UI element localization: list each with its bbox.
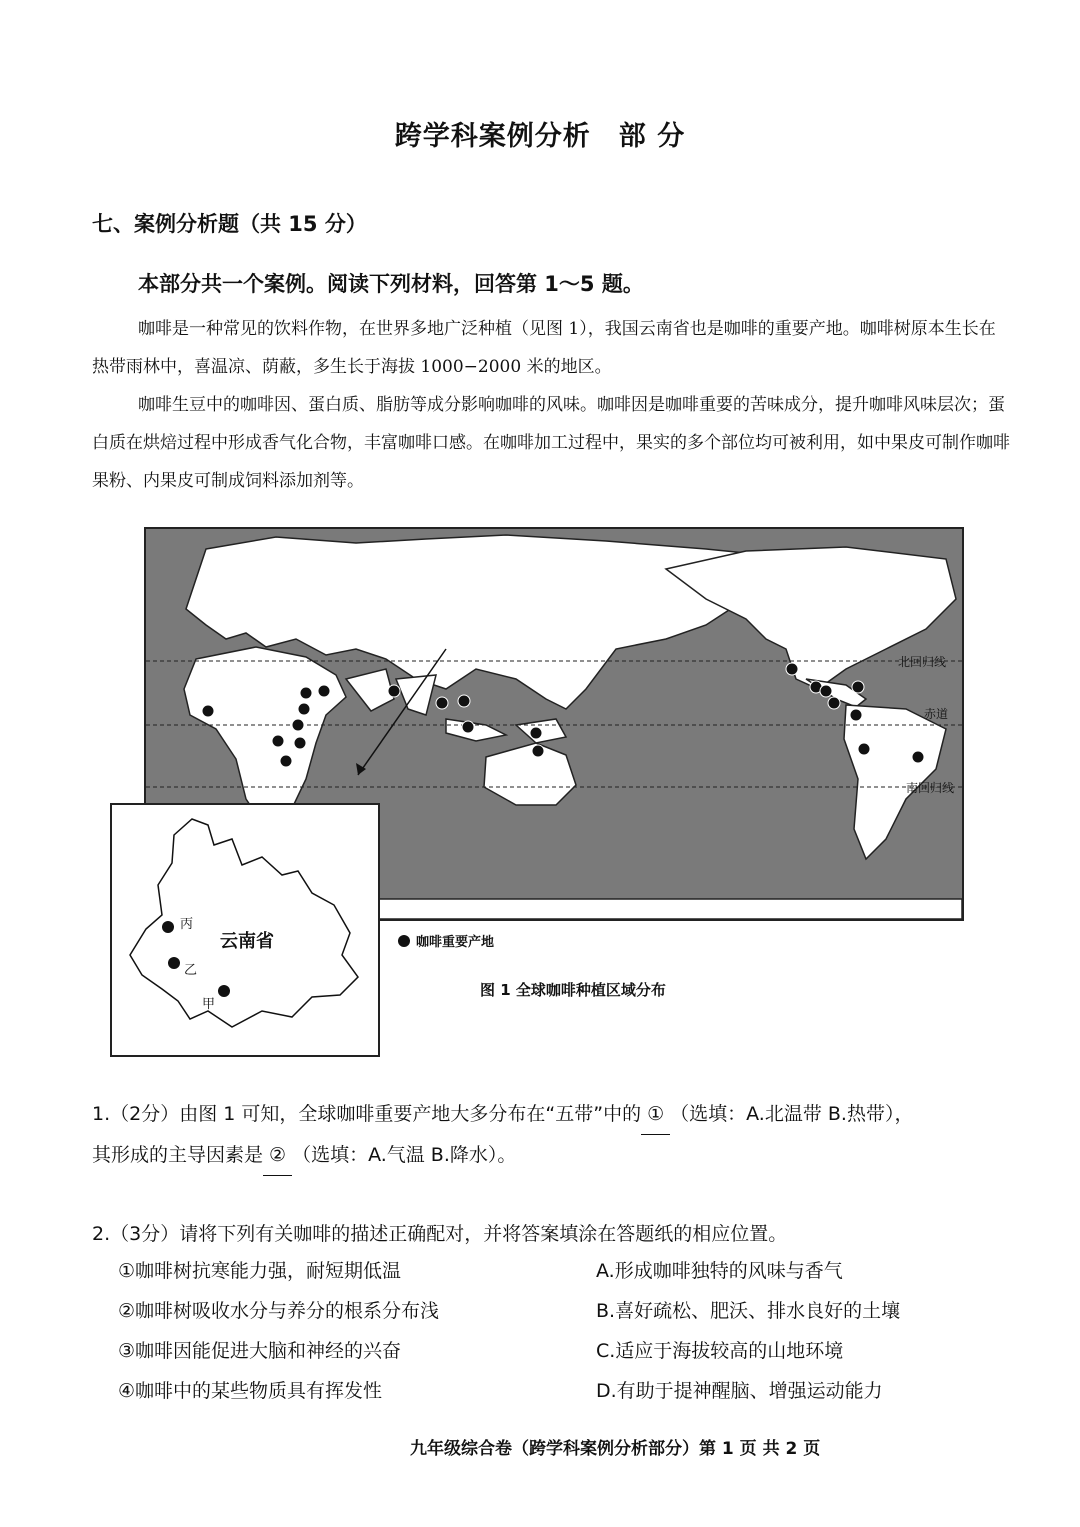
q2-left-1: ①咖啡树抗寒能力强，耐短期低温 [118, 1260, 402, 1282]
inset-place-jia: 甲 [202, 997, 216, 1012]
coffee-dot-icon [398, 935, 410, 947]
yunnan-inset [110, 803, 380, 1057]
question-1 [92, 1094, 1042, 1176]
figure-caption: 图 1 全球咖啡种植区域分布 [480, 981, 666, 999]
q1-blank-1[interactable]: ① [641, 1094, 670, 1135]
q1-text-d: （选填：A.气温 B.降水）。 [292, 1144, 517, 1166]
q1-text-b: （选填：A.北温带 B.热带）， [670, 1103, 914, 1125]
map-legend [398, 931, 494, 950]
question-2-options [118, 1256, 1018, 1416]
tropic-north-label: 北回归线 [898, 655, 947, 669]
inset-province-label: 云南省 [220, 931, 274, 952]
q2-right-c: C.适应于海拔较高的山地环境 [596, 1340, 844, 1362]
figure-1 [110, 527, 962, 1057]
q2-left-2: ②咖啡树吸收水分与养分的根系分布浅 [118, 1300, 440, 1322]
q2-left-3: ③咖啡因能促进大脑和神经的兴奋 [118, 1340, 402, 1362]
equator-label: 赤道 [924, 707, 949, 721]
paragraph-2: 咖啡生豆中的咖啡因、蛋白质、脂肪等成分影响咖啡的风味。咖啡因是咖啡重要的苦味成分，提升咖啡风味层次；蛋白质在烘焙过程中形成香气化合物，丰富咖啡口感。在咖啡加工过程中，果实的多个部位均可被利用，如中果皮可制作咖啡果粉、内果皮可制成饲料添加剂等。 [92, 395, 1010, 491]
q2-right-d: D.有助于提神醒脑、增强运动能力 [596, 1380, 883, 1402]
q2-right-b: B.喜好疏松、肥沃、排水良好的土壤 [596, 1300, 901, 1322]
page-title: 跨学科案例分析 部 分 [394, 121, 686, 152]
question-2-stem: 2.（3分）请将下列有关咖啡的描述正确配对，并将答案填涂在答题纸的相应位置。 [92, 1223, 788, 1245]
legend-label: 咖啡重要产地 [416, 935, 495, 950]
q2-left-4: ④咖啡中的某些物质具有挥发性 [118, 1380, 383, 1402]
inset-place-bing: 丙 [180, 917, 194, 932]
q1-blank-2[interactable]: ② [263, 1135, 292, 1176]
section-intro: 本部分共一个案例。阅读下列材料，回答第 1～5 题。 [138, 272, 644, 296]
paragraph-1: 咖啡是一种常见的饮料作物，在世界多地广泛种植（见图 1），我国云南省也是咖啡的重要产地。咖啡树原本生长在热带雨林中，喜温凉、荫蔽，多生长于海拔 1000−2000 米的地区。 [92, 319, 996, 377]
q1-text-a: 1.（2分）由图 1 可知，全球咖啡重要产地大多分布在“五带”中的 [92, 1103, 642, 1125]
section-heading: 七、案例分析题（共 15 分） [92, 212, 367, 236]
tropic-south-label: 南回归线 [906, 781, 955, 795]
inset-place-yi: 乙 [184, 963, 198, 978]
q1-text-c: 其形成的主导因素是 [92, 1144, 264, 1166]
q2-right-a: A.形成咖啡独特的风味与香气 [596, 1260, 843, 1282]
page-footer: 九年级综合卷（跨学科案例分析部分）第 1 页 共 2 页 [410, 1439, 821, 1459]
